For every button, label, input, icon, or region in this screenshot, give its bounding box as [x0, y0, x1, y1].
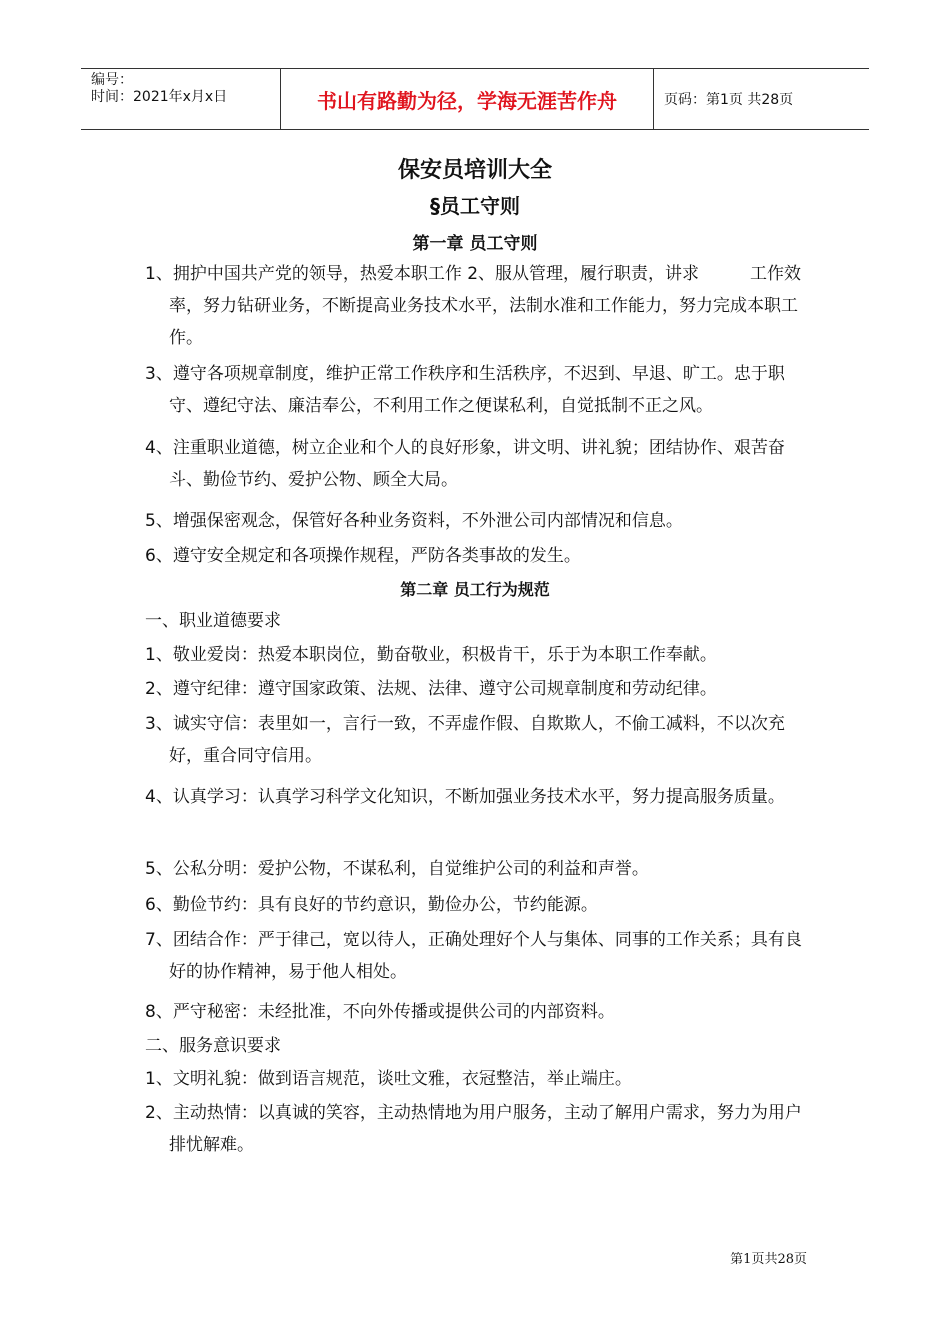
- chapter1-title: 第一章 员工守则: [412, 234, 538, 254]
- document-title: 保安员培训大全: [397, 158, 552, 183]
- chapter1-item: 5、增强保密观念，保管好各种业务资料，不外泄公司内部情况和信息。: [145, 511, 683, 531]
- chapter1-item: 6、遵守安全规定和各项操作规程，严防各类事故的发生。: [145, 546, 581, 566]
- chapter1-item: 3、遵守各项规章制度，维护正常工作秩序和生活秩序，不迟到、早退、旷工。忠于职守、遵纪守法、廉洁奉公，不利用工作之便谋私利，自觉抵制不正之风。: [145, 364, 785, 416]
- chapter1-item: 4、注重职业道德，树立企业和个人的良好形象，讲文明、讲礼貌；团结协作、艰苦奋斗、勤俭节约、爱护公物、顾全大局。: [145, 438, 785, 490]
- chapter1-item: 1、拥护中国共产党的领导，热爱本职工作 2、服从管理，履行职责，讲求 工作效率，努力钻研业务，不断提高业务技术水平，法制水准和工作能力，努力完成本职工作。: [145, 264, 802, 348]
- section1-item: 2、遵守纪律：遵守国家政策、法规、法律、遵守公司规章制度和劳动纪律。: [145, 679, 717, 699]
- section1-item: 8、严守秘密：未经批准，不向外传播或提供公司的内部资料。: [145, 1002, 615, 1022]
- section2-title: 二、服务意识要求: [145, 1036, 281, 1056]
- section1-item: 6、勤俭节约：具有良好的节约意识，勤俭办公，节约能源。: [145, 895, 598, 915]
- header-page-info: 页码：第1页 共28页: [664, 92, 794, 108]
- time-label: 时间：2021年x月x日: [91, 89, 228, 105]
- document-subtitle: §员工守则: [430, 194, 520, 218]
- chapter2-title: 第二章 员工行为规范: [400, 580, 550, 599]
- section1-item: 3、诚实守信：表里如一，言行一致，不弄虚作假、自欺欺人，不偷工减料，不以次充好，重合同守信用。: [145, 714, 785, 766]
- section1-item: 1、敬业爱岗：热爱本职岗位，勤奋敬业，积极肯干，乐于为本职工作奉献。: [145, 645, 717, 665]
- number-label: 编号：: [91, 72, 133, 88]
- section1-item: 7、团结合作：严于律己，宽以待人，正确处理好个人与集体、同事的工作关系；具有良好的协作精神，易于他人相处。: [145, 930, 802, 982]
- page-footer: 第1页共28页: [730, 1252, 807, 1267]
- section1-item: 4、认真学习：认真学习科学文化知识，不断加强业务技术水平，努力提高服务质量。: [145, 787, 785, 807]
- section2-item: 2、主动热情：以真诚的笑容，主动热情地为用户服务，主动了解用户需求，努力为用户排忧解难。: [145, 1103, 802, 1155]
- page-header: [81, 68, 869, 130]
- section1-title: 一、职业道德要求: [145, 611, 281, 631]
- section1-item: 5、公私分明：爱护公物，不谋私利，自觉维护公司的利益和声誉。: [145, 859, 649, 879]
- header-meta: [81, 69, 281, 129]
- header-motto: 书山有路勤为径，学海无涯苦作舟: [281, 69, 654, 129]
- section2-item: 1、文明礼貌：做到语言规范，谈吐文雅，衣冠整洁，举止端庄。: [145, 1069, 632, 1089]
